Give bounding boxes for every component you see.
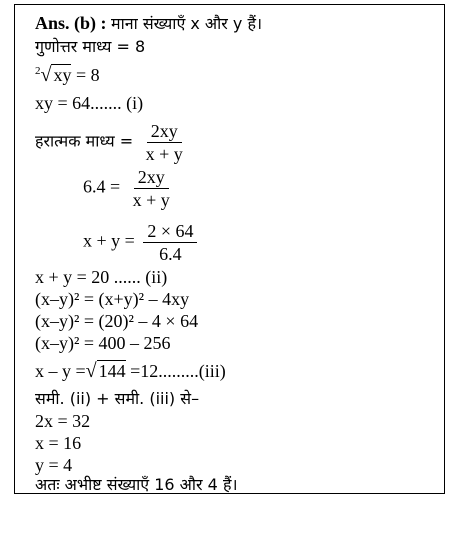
conclusion-line: अतः अभीष्ट संख्याएँ 16 और 4 हैं। bbox=[35, 475, 238, 494]
combine-line: समी. (ii) + समी. (iii) से– bbox=[35, 389, 200, 408]
solution-box bbox=[14, 4, 445, 494]
equation-fraction bbox=[129, 167, 174, 210]
fraction-denominator: 6.4 bbox=[159, 244, 182, 264]
square-substitution-line: (x–y)² = (20)² – 4 × 64 bbox=[35, 311, 199, 331]
fraction-denominator: x + y bbox=[132, 190, 170, 210]
square-identity-line: (x–y)² = (x+y)² – 4xy bbox=[35, 289, 190, 309]
equation-lhs: 6.4 = bbox=[83, 176, 121, 197]
equation-lhs: x – y = bbox=[35, 361, 86, 381]
x-value-line: x = 16 bbox=[35, 433, 82, 453]
harmonic-mean-fraction bbox=[142, 121, 187, 164]
equation-i: xy = 64....... (i) bbox=[35, 93, 144, 113]
fraction-numerator: 2xy bbox=[134, 167, 169, 189]
fraction-numerator: 2xy bbox=[147, 121, 182, 143]
answer-intro: माना संख्याएँ x और y हैं। bbox=[111, 14, 263, 33]
fraction-denominator: x + y bbox=[145, 144, 183, 164]
equation-lhs: x + y = bbox=[83, 230, 135, 251]
equation-ii: x + y = 20 ...... (ii) bbox=[35, 267, 168, 287]
y-value-line: y = 4 bbox=[35, 455, 73, 475]
radicand: 144 bbox=[98, 361, 126, 381]
root-index: 2 bbox=[35, 65, 41, 77]
root-radicand: xy bbox=[53, 65, 72, 85]
radical-sign: √ bbox=[40, 64, 52, 86]
fraction-numerator: 2 × 64 bbox=[143, 221, 197, 243]
radical-sign: √ bbox=[85, 360, 97, 382]
square-result-line: (x–y)² = 400 – 256 bbox=[35, 333, 171, 353]
equation-iii bbox=[35, 361, 226, 381]
harmonic-mean-label: हरात्मक माध्य = bbox=[35, 131, 134, 151]
equation-rhs: =12.........(iii) bbox=[130, 361, 226, 381]
sum-fraction-equation bbox=[83, 221, 197, 264]
answer-label: Ans. (b) : bbox=[35, 13, 107, 33]
root-equation bbox=[35, 65, 100, 85]
geometric-mean-line: गुणोत्तर माध्य = 8 bbox=[35, 37, 146, 56]
two-x-line: 2x = 32 bbox=[35, 411, 91, 431]
equation-6-4 bbox=[83, 167, 174, 210]
equation-fraction bbox=[143, 221, 197, 264]
harmonic-mean-line bbox=[35, 121, 187, 164]
answer-line bbox=[35, 13, 262, 34]
root-rhs: = 8 bbox=[75, 65, 100, 85]
